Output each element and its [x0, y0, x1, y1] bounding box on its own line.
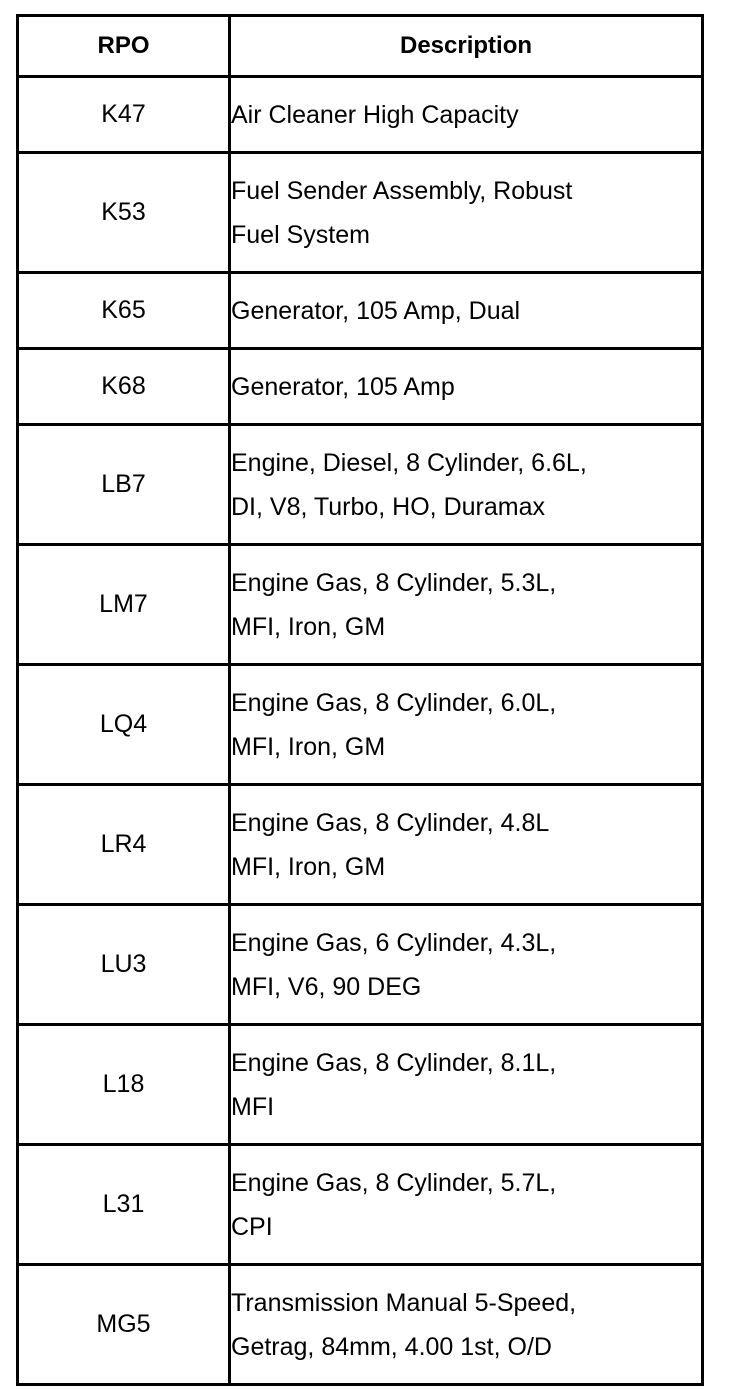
description-line: Generator, 105 Amp, Dual [231, 296, 521, 325]
description-cell [230, 425, 703, 545]
table-row [18, 545, 703, 665]
rpo-code: LR4 [18, 785, 230, 905]
table-row [18, 1145, 703, 1265]
table-row [18, 77, 703, 153]
table-row [18, 349, 703, 425]
table-row [18, 1025, 703, 1145]
description-cell [230, 1025, 703, 1145]
description-cell [230, 77, 703, 153]
rpo-code: LM7 [18, 545, 230, 665]
description-line: Engine, Diesel, 8 Cylinder, 6.6L, [231, 448, 587, 477]
table-row [18, 153, 703, 273]
description-line: MFI [231, 1092, 275, 1121]
table-row [18, 665, 703, 785]
description-cell [230, 273, 703, 349]
description-line: Transmission Manual 5-Speed, [231, 1288, 577, 1317]
description-line: MFI, Iron, GM [231, 612, 386, 641]
rpo-code: LQ4 [18, 665, 230, 785]
description-cell [230, 153, 703, 273]
table-row [18, 785, 703, 905]
rpo-code: K65 [18, 273, 230, 349]
header-row [18, 16, 703, 77]
table-row [18, 273, 703, 349]
description-line: DI, V8, Turbo, HO, Duramax [231, 492, 545, 521]
rpo-code: K47 [18, 77, 230, 153]
description-cell [230, 1145, 703, 1265]
rpo-code: MG5 [18, 1265, 230, 1385]
rpo-table [16, 14, 704, 1386]
description-line: MFI, Iron, GM [231, 732, 386, 761]
header-description: Description [230, 16, 703, 77]
table-row [18, 1265, 703, 1385]
description-line: Generator, 105 Amp [231, 372, 455, 401]
description-line: Getrag, 84mm, 4.00 1st, O/D [231, 1332, 552, 1361]
description-cell [230, 905, 703, 1025]
rpo-code: LU3 [18, 905, 230, 1025]
description-line: Air Cleaner High Capacity [231, 100, 519, 129]
description-line: Engine Gas, 6 Cylinder, 4.3L, [231, 928, 557, 957]
rpo-code: K68 [18, 349, 230, 425]
description-line: Engine Gas, 8 Cylinder, 6.0L, [231, 688, 557, 717]
description-line: CPI [231, 1212, 273, 1241]
description-cell [230, 349, 703, 425]
rpo-code: LB7 [18, 425, 230, 545]
description-line: Fuel Sender Assembly, Robust [231, 176, 573, 205]
description-cell [230, 545, 703, 665]
rpo-code: K53 [18, 153, 230, 273]
description-line: Engine Gas, 8 Cylinder, 4.8L [231, 808, 550, 837]
rpo-code: L18 [18, 1025, 230, 1145]
description-cell [230, 665, 703, 785]
table-row [18, 905, 703, 1025]
description-line: Engine Gas, 8 Cylinder, 5.7L, [231, 1168, 557, 1197]
description-cell [230, 1265, 703, 1385]
table-row [18, 425, 703, 545]
header-rpo: RPO [18, 16, 230, 77]
description-line: Engine Gas, 8 Cylinder, 5.3L, [231, 568, 557, 597]
rpo-code: L31 [18, 1145, 230, 1265]
description-line: MFI, V6, 90 DEG [231, 972, 422, 1001]
description-line: Fuel System [231, 220, 370, 249]
description-cell [230, 785, 703, 905]
description-line: MFI, Iron, GM [231, 852, 386, 881]
description-line: Engine Gas, 8 Cylinder, 8.1L, [231, 1048, 557, 1077]
